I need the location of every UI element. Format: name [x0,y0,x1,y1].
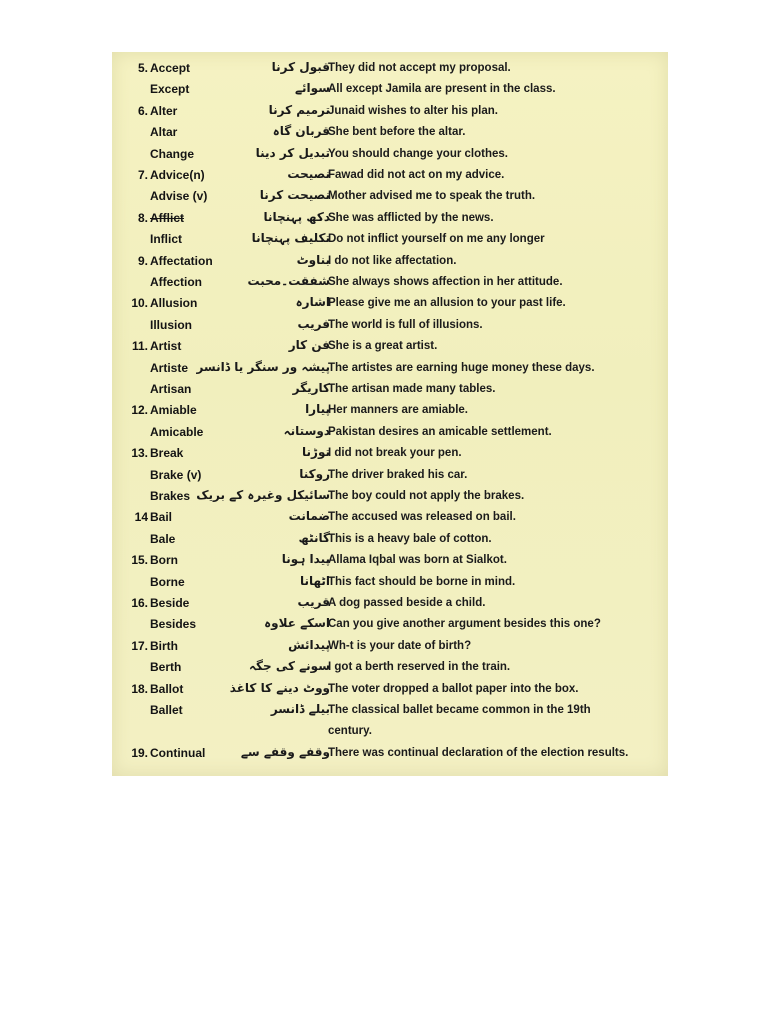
entry-example-sentence: Please give me an allusion to your past life. [328,297,566,310]
entry-word: Birth [150,638,178,653]
entry-example-sentence: Do not inflict yourself on me any longer [328,233,545,246]
entry-example-sentence: I got a berth reserved in the train. [328,661,511,674]
entry-row [112,293,668,314]
entry-row [112,443,668,464]
entry-urdu-meaning: روکنا [299,466,330,481]
entry-row [112,251,668,272]
entry-word: Change [150,146,195,161]
entry-example-sentence: The driver braked his car. [328,468,468,481]
entry-urdu-meaning: پیدا ہونا [281,552,330,567]
entry-number: 14 [134,510,148,525]
entry-word: Advise (v) [150,189,208,204]
entry-example-sentence: She always shows affection in her attitude. [328,276,563,288]
entry-urdu-meaning: توڑنا [302,445,330,460]
entry-word: Ballot [150,681,184,696]
entry-word: Alter [150,103,178,118]
entry-example-sentence: The artisan made many tables. [328,383,496,395]
entry-row [112,315,668,336]
entry-row [112,593,668,614]
entry-word: Born [150,553,178,568]
entry-example-sentence: Fawad did not act on my advice. [328,169,505,181]
entry-row [112,422,668,443]
entry-number: 18. [131,681,148,696]
entry-urdu-meaning: اسکے علاوہ [264,616,330,631]
entry-word: Affection [150,275,202,289]
entry-word: Brake (v) [150,467,202,482]
entry-word: Affectation [150,253,213,268]
entry-number: 15. [131,553,148,568]
entry-urdu-meaning: شفقت۔محبت [247,274,330,288]
entry-urdu-meaning: پیارا [305,402,330,417]
entry-row [112,550,668,571]
entry-urdu-meaning: اٹھانا [299,573,330,588]
entry-example-sentence: Wh-t is your date of birth? [328,639,472,652]
entry-example-sentence: Mother advised me to speak the truth. [328,190,536,203]
entry-word: Bail [150,510,173,525]
entry-urdu-meaning: وقفے وقفے سے [240,744,330,759]
entry-example-sentence: The voter dropped a ballot paper into the box. [328,682,579,695]
entry-urdu-meaning: گانٹھ [298,530,330,545]
entry-word: Advice(n) [150,168,205,182]
entry-urdu-meaning: تکلیف پہنچانا [251,231,330,246]
entry-row [112,721,668,742]
entry-number: 16. [131,596,148,610]
entry-row [112,229,668,250]
entry-word: Amiable [150,403,197,418]
entry-row [112,572,668,593]
entry-example-sentence: The world is full of illusions. [328,318,483,331]
entry-row [112,507,668,528]
entry-row [112,657,668,678]
entry-example-sentence: Her manners are amiable. [328,404,468,417]
entry-row [112,58,668,79]
entry-urdu-meaning: فریب [297,316,330,331]
entry-urdu-meaning: سوائے [295,81,330,96]
entry-number: 5. [137,61,148,75]
entry-example-sentence: You should change your clothes. [328,147,508,160]
entry-word: Allusion [150,296,198,311]
scanned-page [112,52,668,776]
entry-urdu-meaning: دکھ پہنچانا [263,209,330,224]
entry-number: 13. [131,446,148,461]
entry-number: 19. [131,745,148,760]
entry-example-sentence: All except Jamila are present in the class. [328,83,556,96]
entry-example-sentence: Junaid wishes to alter his plan. [328,104,498,117]
entry-row [112,336,668,357]
entry-word: Continual [150,745,206,760]
entry-word: Ballet [150,703,183,717]
entry-row [112,614,668,635]
entry-row [112,165,668,186]
entry-row [112,486,668,507]
entry-row [112,529,668,550]
entry-urdu-meaning: تبدیل کر دینا [255,145,330,160]
entry-row [112,679,668,700]
entry-word: Except [150,82,190,97]
entry-word: Bale [150,531,176,546]
entry-example-sentence: Can you give another argument besides this one? [328,618,601,631]
entry-example-sentence: The classical ballet became common in the 19th [328,704,591,716]
entry-example-sentence: I do not like affectation. [328,254,457,267]
entry-urdu-meaning: ضمانت [288,509,330,524]
entry-word: Beside [150,596,190,610]
entry-word: Brakes [150,489,191,503]
entry-urdu-meaning: ووٹ دینے کا کاغذ [229,680,330,695]
entry-word: Borne [150,574,185,589]
entry-urdu-meaning: سائیکل وغیرہ کے بریک [196,488,330,502]
entry-word: Amicable [150,424,204,439]
entry-word: Artisan [150,382,192,396]
entry-example-sentence: The accused was released on bail. [328,511,516,524]
entry-word: Berth [150,660,182,675]
entry-example-sentence: A dog passed beside a child. [328,597,486,609]
entry-row [112,144,668,165]
entry-number: 17. [131,638,148,653]
entry-example-sentence: There was continual declaration of the election results. [328,746,629,759]
entry-row [112,465,668,486]
entry-word: Besides [150,617,197,632]
entry-example-sentence: The artistes are earning huge money these days. [328,361,595,374]
entry-word: Artiste [150,360,189,375]
entry-example-sentence: The boy could not apply the brakes. [328,490,525,502]
entry-example-sentence: Pakistan desires an amicable settlement. [328,425,552,438]
entry-urdu-meaning: ترمیم کرنا [268,102,330,117]
entry-example-sentence: I did not break your pen. [328,447,462,460]
entry-urdu-meaning: نصیحت [287,167,330,181]
entry-example-sentence: century. [328,725,372,738]
entry-urdu-meaning: قربان گاہ [272,124,330,139]
entry-urdu-meaning: اشارہ [295,295,330,310]
entry-word: Altar [150,125,178,140]
entry-urdu-meaning: بناوٹ [296,252,330,267]
entry-urdu-meaning: دوستانہ [283,423,330,438]
entry-word: Artist [150,339,182,354]
entry-urdu-meaning: پیشہ ور سنگر یا ڈانسر [196,359,330,374]
entry-urdu-meaning: فن کار [288,338,330,353]
entry-number: 7. [137,168,148,182]
entry-word: Break [150,446,184,461]
entry-number: 8. [137,210,148,225]
entry-example-sentence: This fact should be borne in mind. [328,575,516,588]
entry-row [112,208,668,229]
entry-number: 6. [137,103,148,118]
entry-example-sentence: She was afflicted by the news. [328,211,494,224]
entry-row [112,122,668,143]
entry-number: 12. [131,403,148,418]
entry-row [112,358,668,379]
entry-number: 11. [131,339,148,354]
entry-urdu-meaning: پیدائش [288,637,330,652]
entry-number: 10. [131,296,148,311]
entry-urdu-meaning: قریب [297,595,330,609]
entry-example-sentence: Allama Iqbal was born at Sialkot. [328,554,507,567]
entry-row [112,101,668,122]
entry-word: Illusion [150,317,192,332]
entry-urdu-meaning: سونے کی جگہ [249,659,330,674]
entry-urdu-meaning: بیلے ڈانسر [270,702,330,716]
entry-row [112,79,668,100]
entry-example-sentence: She bent before the altar. [328,126,466,139]
entry-urdu-meaning: کاریگر [292,381,330,395]
entry-row [112,700,668,721]
entry-row [112,636,668,657]
entry-row [112,743,668,764]
entry-example-sentence: They did not accept my proposal. [328,62,511,74]
entry-row [112,186,668,207]
entry-urdu-meaning: قبول کرنا [271,60,330,74]
entry-row [112,272,668,293]
entry-word: Inflict [150,232,182,247]
entry-example-sentence: This is a heavy bale of cotton. [328,532,492,545]
entry-urdu-meaning: نصیحت کرنا [259,188,330,203]
entry-row [112,400,668,421]
entry-word: Accept [150,61,191,75]
entry-example-sentence: She is a great artist. [328,340,438,353]
entry-row [112,379,668,400]
entry-word: Afflict [150,210,184,225]
entry-number: 9. [137,253,148,268]
